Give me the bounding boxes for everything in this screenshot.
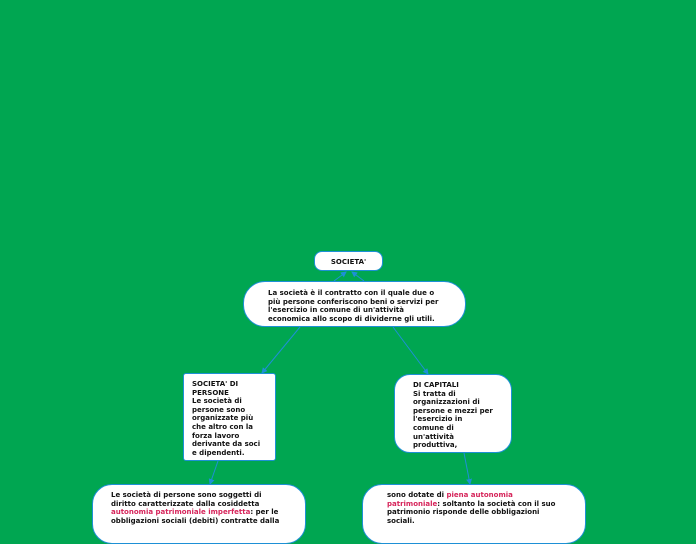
capitali-detail-highlight: piena autonomia patrimoniale xyxy=(387,491,513,508)
persone-detail-text-after: : per le obbligazioni sociali (debiti) contratte dalla xyxy=(111,508,280,525)
capitali-detail-node[interactable] xyxy=(362,484,586,544)
connector-persone-detail xyxy=(210,461,218,484)
connector-def-capitali xyxy=(393,327,428,374)
definition-text: La società è il contratto con il quale due o più persone conferiscono beni o servizi per l'esercizio in comune di un'attività economica allo scopo di dividerne gli utili. xyxy=(268,289,439,323)
societa-capitali-text: Si tratta di organizzazioni di persone e mezzi per l'esercizio in comune di un'attività produttiva, xyxy=(413,389,493,450)
connector-capitali-detail xyxy=(464,453,470,484)
persone-detail-text-before: Le società di persone sono soggetti di diritto caratterizzate dalla cosiddetta xyxy=(111,491,262,508)
societa-capitali-node[interactable] xyxy=(394,374,512,453)
definition-node[interactable] xyxy=(243,281,466,327)
societa-capitali-title: DI CAPITALI xyxy=(413,381,459,389)
connector-def-persone xyxy=(262,327,300,373)
connector-def-root-left xyxy=(334,272,346,281)
root-node[interactable] xyxy=(314,251,383,271)
persone-detail-node[interactable] xyxy=(92,484,306,544)
persone-detail-highlight: autonomia patrimoniale imperfetta xyxy=(111,508,251,517)
root-label: SOCIETA' xyxy=(330,258,367,266)
societa-persone-node[interactable] xyxy=(183,373,276,461)
capitali-detail-text-before: sono dotate di xyxy=(387,491,447,499)
connector-def-root-right xyxy=(352,272,364,281)
societa-persone-title: SOCIETA' DI PERSONE xyxy=(192,380,239,397)
capitali-detail-text-after: : soltanto la società con il suo patrimonio risponde delle obbligazioni sociali. xyxy=(387,499,556,525)
societa-persone-text: Le società di persone sono organizzate più che altro con la forza lavoro derivante da soci e dipendenti. xyxy=(192,397,261,457)
